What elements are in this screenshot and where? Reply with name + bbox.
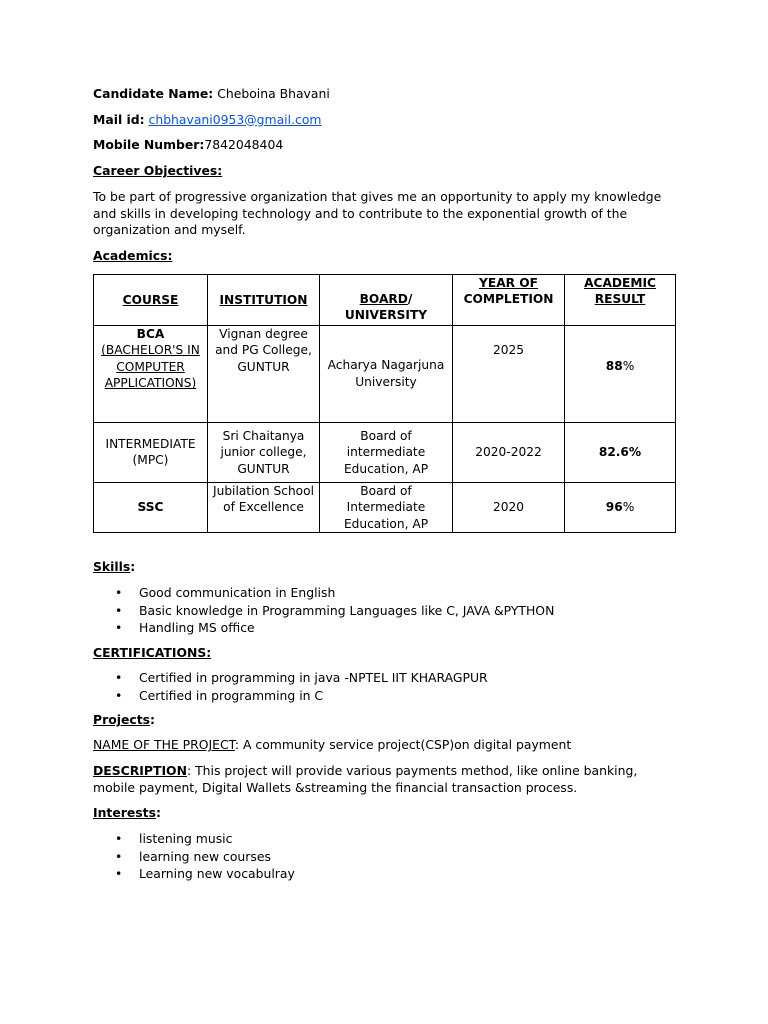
cell-institution: Vignan degree and PG College, GUNTUR xyxy=(208,325,320,422)
list-item: • Certified in programming in java -NPTEL IIT KHARAGPUR xyxy=(115,670,488,686)
mail-label: Mail id: xyxy=(93,111,145,127)
projects-heading: Projects xyxy=(93,712,150,728)
table-row xyxy=(94,325,676,422)
cell-board: Board of intermediate Education, AP xyxy=(320,422,453,482)
candidate-name-label: Candidate Name: xyxy=(93,86,214,101)
project-name-label: NAME OF THE PROJECT xyxy=(93,737,235,753)
cell-institution: Jubilation School of Excellence xyxy=(208,482,320,533)
table-row xyxy=(94,422,676,482)
header-institution: INSTITUTION xyxy=(208,274,320,325)
mobile-line xyxy=(93,137,678,154)
academics-heading: Academics: xyxy=(93,248,173,264)
table-row xyxy=(94,482,676,533)
interests-heading: Interests xyxy=(93,805,156,821)
certifications-heading: CERTIFICATIONS: xyxy=(93,644,212,660)
cell-result: 88% xyxy=(565,325,676,422)
certifications-list xyxy=(93,669,678,704)
skills-heading: Skills xyxy=(93,559,131,575)
project-name-value: : A community service project(CSP)on digital payment xyxy=(234,737,572,753)
project-description-label: DESCRIPTION xyxy=(93,762,187,778)
list-item: • listening music xyxy=(115,831,233,847)
bullet-icon: • xyxy=(115,585,123,601)
bullet-icon: • xyxy=(115,670,123,686)
table-header-row xyxy=(94,274,676,325)
bullet-icon: • xyxy=(115,620,123,636)
header-course: COURSE xyxy=(94,274,208,325)
career-objectives-heading: Career Objectives: xyxy=(93,163,223,179)
mail-line xyxy=(93,112,678,129)
candidate-name-value: Cheboina Bhavani xyxy=(213,86,330,101)
bullet-icon: • xyxy=(115,866,123,882)
bullet-icon: • xyxy=(115,848,123,864)
list-item: • Handling MS office xyxy=(115,620,255,636)
career-objectives-text: To be part of progressive organization that gives me an opportunity to apply my knowledge and skills in developing technology and to contribute to the exponential growth of the organization and myself. xyxy=(93,188,662,238)
mobile-value: 7842048404 xyxy=(204,137,284,153)
project-description xyxy=(93,763,678,796)
interests-list xyxy=(93,830,678,883)
projects-heading-line: Projects: xyxy=(93,712,155,728)
list-item: • Good communication in English xyxy=(115,585,336,601)
cell-year: 2020 xyxy=(453,482,565,533)
header-board: BOARD/ UNIVERSITY xyxy=(320,274,453,325)
skills-heading-line: Skills: xyxy=(93,559,136,575)
cell-course: INTERMEDIATE (MPC) xyxy=(94,422,208,482)
project-name-line xyxy=(93,737,678,754)
list-item: • Basic knowledge in Programming Languages like C, JAVA &PYTHON xyxy=(115,602,555,618)
bullet-icon: • xyxy=(115,687,123,703)
cell-course: BCA (BACHELOR'S IN COMPUTER APPLICATIONS) xyxy=(94,325,208,422)
project-description-value: : This project will provide various payments method, like online banking, mobile payment, Digital Wallets &streaming the financial transaction process. xyxy=(93,762,638,795)
interests-heading-line: Interests: xyxy=(93,805,161,821)
cell-result: 82.6% xyxy=(565,422,676,482)
list-item: • Certified in programming in C xyxy=(115,687,324,703)
cell-year: 2025 xyxy=(453,325,565,422)
mobile-label: Mobile Number: xyxy=(93,137,205,153)
email-link[interactable]: chbhavani0953@gmail.com xyxy=(148,111,322,127)
cell-result: 96% xyxy=(565,482,676,533)
resume-page xyxy=(93,86,678,891)
header-year: YEAR OF COMPLETION xyxy=(453,274,565,325)
header-result: ACADEMIC RESULT xyxy=(565,274,676,325)
bullet-icon: • xyxy=(115,602,123,618)
cell-course: SSC xyxy=(94,482,208,533)
bullet-icon: • xyxy=(115,831,123,847)
cell-institution: Sri Chaitanya junior college, GUNTUR xyxy=(208,422,320,482)
cell-year: 2020-2022 xyxy=(453,422,565,482)
cell-board: Board of Intermediate Education, AP xyxy=(320,482,453,533)
list-item: • Learning new vocabulray xyxy=(115,866,295,882)
cell-board: Acharya Nagarjuna University xyxy=(320,325,453,422)
academics-table xyxy=(93,274,676,534)
list-item: • learning new courses xyxy=(115,848,271,864)
candidate-name-line xyxy=(93,86,678,103)
skills-list xyxy=(93,584,678,637)
